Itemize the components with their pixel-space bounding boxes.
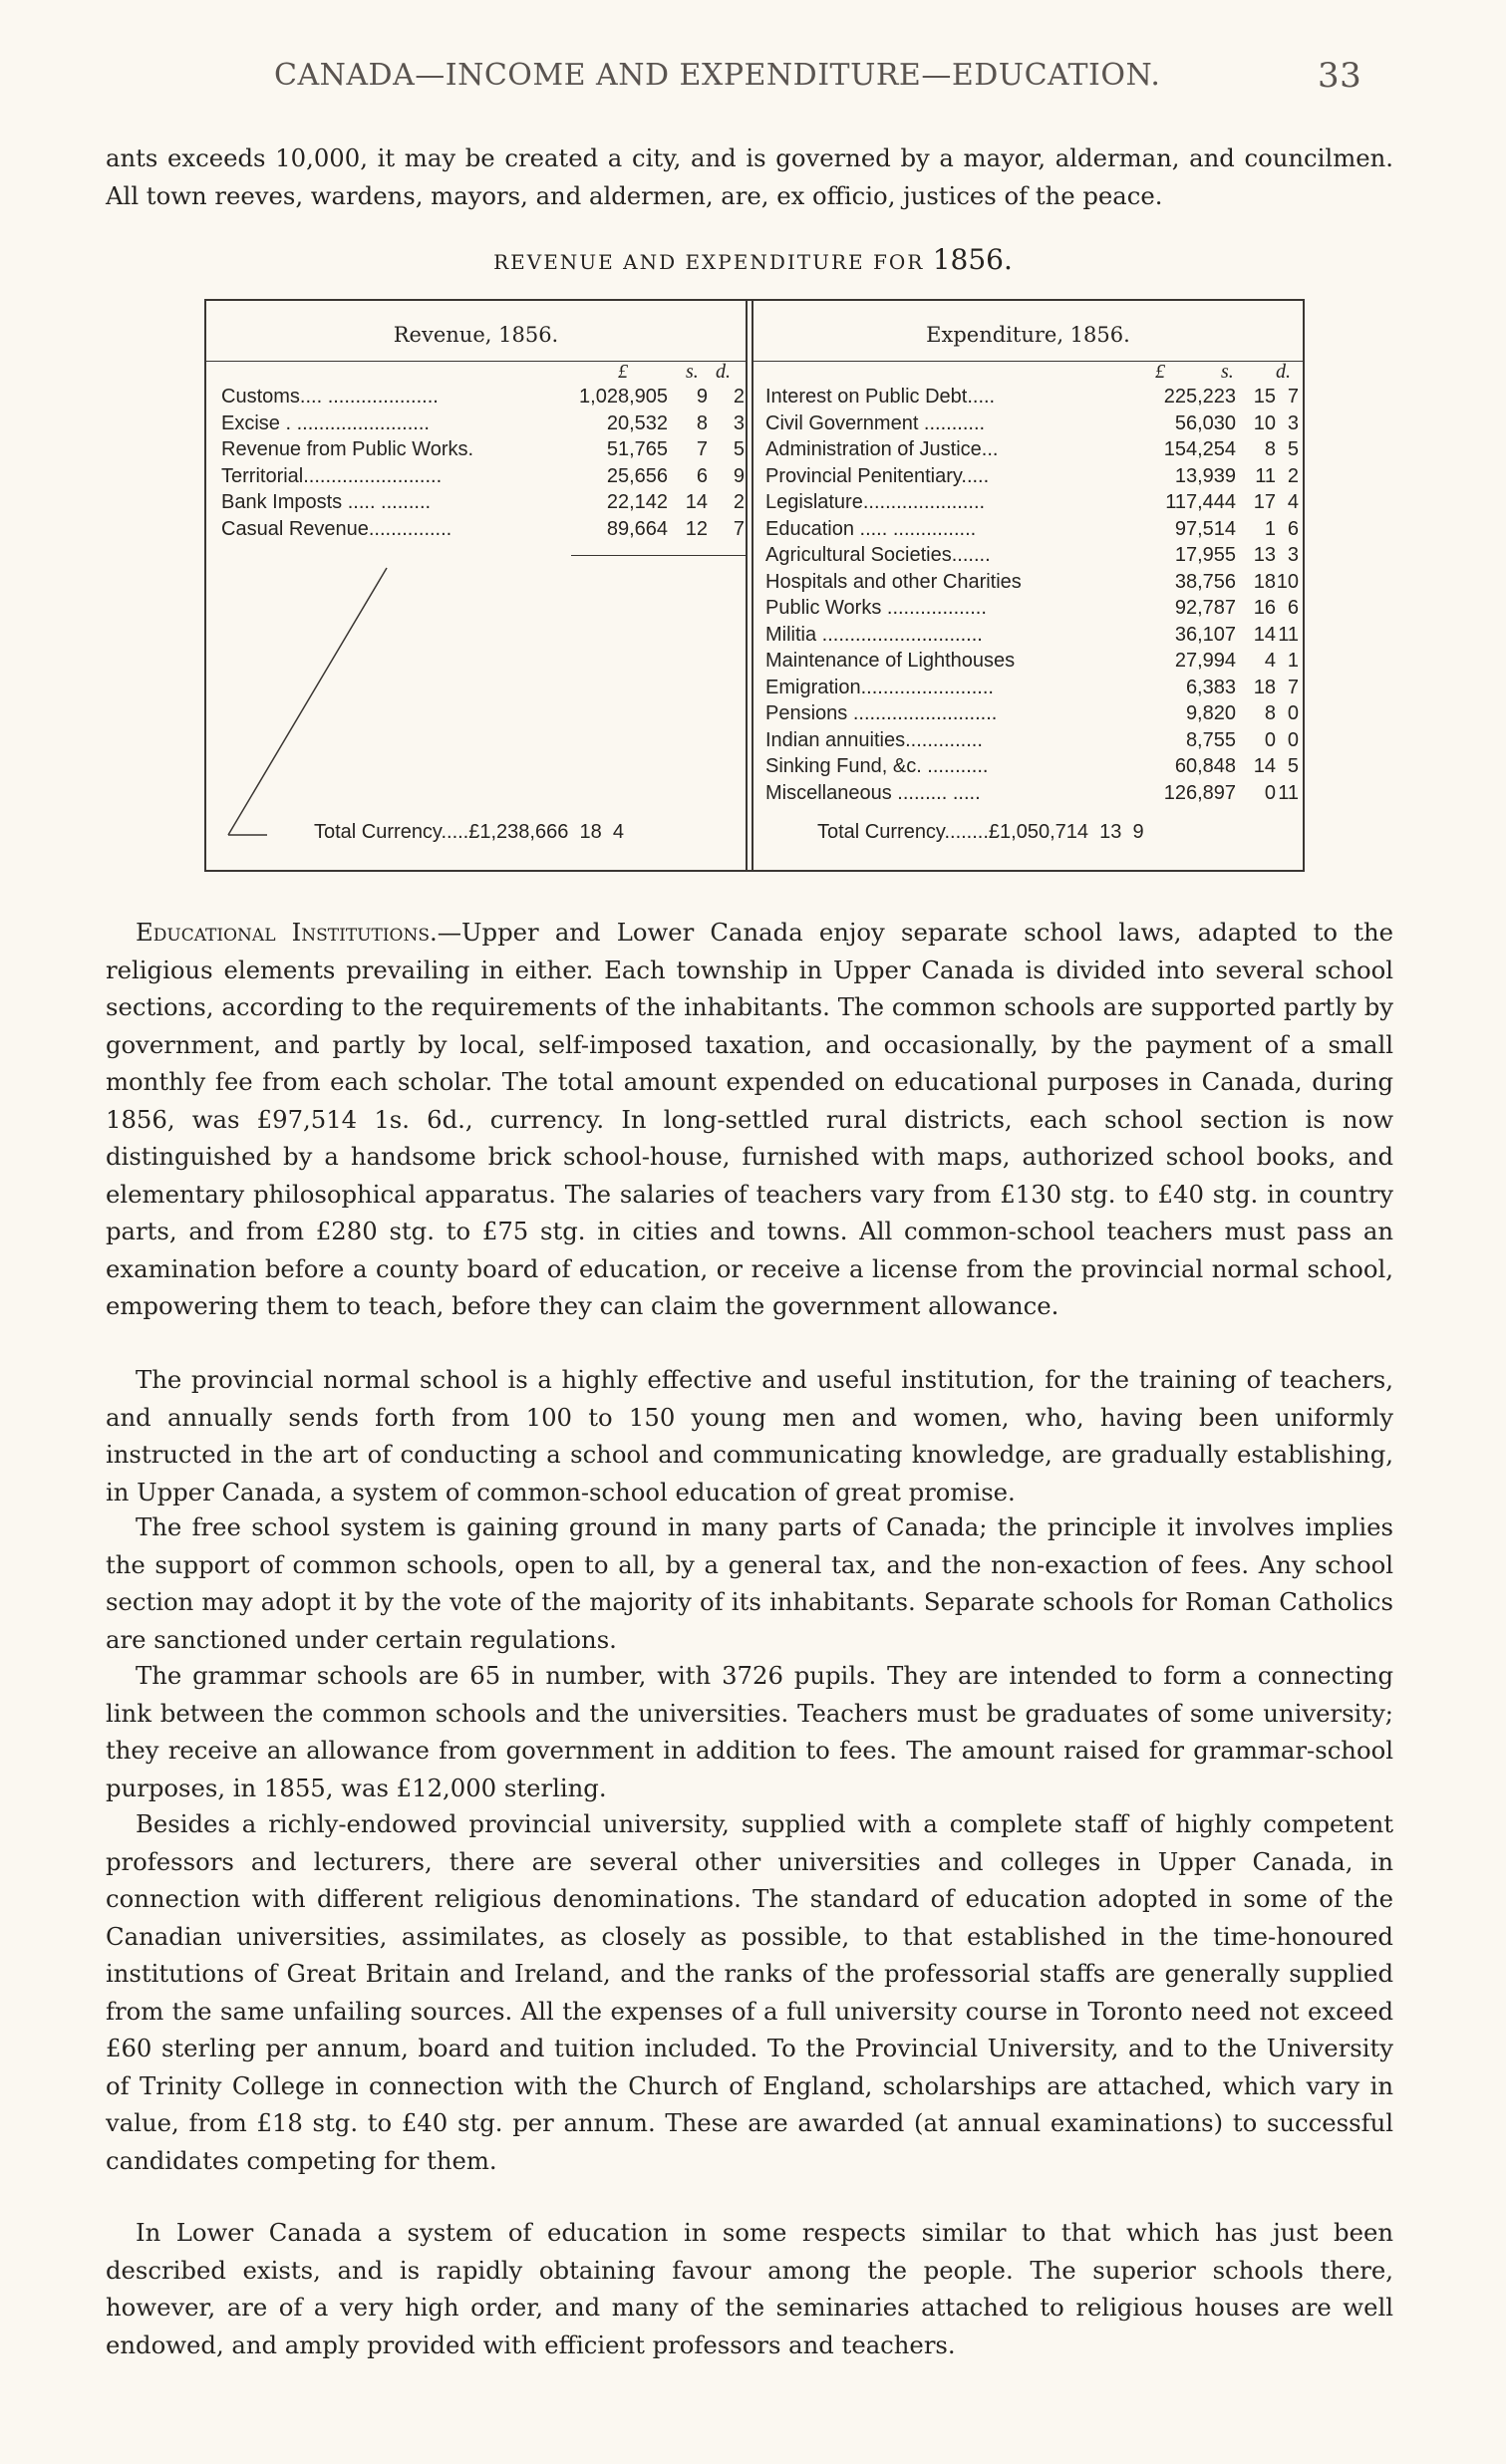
- row-shillings: 14: [685, 491, 708, 513]
- row-shillings: 8: [696, 411, 708, 434]
- row-pounds: 51,765: [606, 438, 668, 460]
- expenditure-heading: Expenditure, 1856.: [926, 323, 1130, 347]
- row-pence: 5: [1287, 755, 1299, 777]
- row-pence: 9: [733, 464, 745, 487]
- expenditure-rows: [765, 386, 1299, 808]
- row-label: Revenue from Public Works.: [221, 438, 474, 460]
- expenditure-unit-shilling: s.: [1221, 361, 1234, 383]
- table-row: [765, 702, 1299, 729]
- table-divider-right: [752, 299, 753, 872]
- table-row: [765, 650, 1299, 677]
- paragraph-lead: Educational Institutions.: [136, 918, 438, 947]
- row-pounds: 225,223: [1163, 386, 1236, 408]
- row-pounds: 92,787: [1174, 597, 1236, 619]
- paragraph-free-school: The free school system is gaining ground in many parts of Canada; the principle it involves implies the support of common schools, open to all, by a general tax, and the non-exaction of fees. Any school section may adopt it by the vote of the majority of its inhabitants. Separate schools for Roman Catholics are sanctioned under certain regulations.: [106, 1512, 1393, 1654]
- paragraph-educational-institutions: [106, 914, 1393, 1325]
- table-row: [765, 412, 1299, 439]
- row-shillings: 9: [696, 386, 708, 408]
- row-pence: 5: [1287, 438, 1299, 460]
- table-row: [765, 571, 1299, 598]
- row-pence: 3: [1287, 411, 1299, 434]
- running-header: [0, 54, 1506, 94]
- row-label: Education ..... ...............: [765, 517, 977, 540]
- expenditure-total-label: Total Currency........: [817, 821, 989, 843]
- row-label: Civil Government ...........: [765, 411, 986, 434]
- row-pence: 5: [733, 438, 745, 460]
- table-title: [0, 243, 1506, 276]
- row-pence: 2: [733, 386, 745, 408]
- row-label: Public Works ..................: [765, 597, 987, 619]
- expenditure-total-shillings: 13: [1099, 821, 1122, 843]
- paragraph-lower-canada: In Lower Canada a system of education in some respects similar to that which has just been described exists, and is rapidly obtaining favour among the people. The superior schools there, however, are of a very high order, and many of the seminaries attached to religious houses are well endowed, and amply provided with efficient professors and teachers.: [106, 2218, 1393, 2359]
- revenue-expenditure-table: [204, 299, 1305, 872]
- row-shillings: 7: [696, 438, 708, 460]
- row-label: Interest on Public Debt.....: [765, 386, 996, 408]
- row-pence: 2: [733, 491, 745, 513]
- table-row: [765, 465, 1299, 492]
- expenditure-unit-pence: d.: [1276, 361, 1291, 383]
- row-label: Militia .............................: [765, 623, 983, 646]
- row-label: Sinking Fund, &c. ...........: [765, 755, 989, 777]
- table-row: [765, 438, 1299, 465]
- row-label: Emigration........................: [765, 676, 994, 698]
- table-row: [765, 729, 1299, 756]
- row-pounds: 56,030: [1174, 411, 1236, 434]
- paragraph-normal-school: The provincial normal school is a highly effective and useful institution, for the training of teachers, and annually sends forth from 100 to 150 young men and women, who, having been uniformly instructed in the art of conducting a school and communicating knowledge, are gradually establishing, in Upper Canada, a system of common-school education of great promise.: [106, 1365, 1393, 1506]
- row-shillings: 8: [1264, 702, 1276, 724]
- row-pounds: 20,532: [606, 411, 668, 434]
- row-pence: 1: [1287, 650, 1299, 672]
- table-row: [765, 624, 1299, 651]
- intro-paragraph: ants exceeds 10,000, it may be created a city, and is governed by a mayor, alderman, and councilmen. All town reeves, wardens, mayors, and aldermen, are, ex officio, justices of the peace.: [106, 143, 1393, 210]
- revenue-unit-pound: £: [618, 361, 628, 383]
- row-pounds: 1,028,905: [579, 386, 668, 408]
- table-row: [765, 518, 1299, 545]
- row-label: Maintenance of Lighthouses: [765, 650, 1016, 672]
- row-pence: 11: [1278, 623, 1299, 646]
- row-shillings: 0: [1264, 728, 1276, 751]
- row-shillings: 12: [685, 517, 708, 540]
- row-pence: 3: [1287, 544, 1299, 566]
- row-label: Territorial.........................: [221, 464, 443, 487]
- row-shillings: 10: [1253, 411, 1276, 434]
- row-shillings: 14: [1253, 755, 1276, 777]
- row-shillings: 18: [1253, 570, 1276, 593]
- table-row: [765, 755, 1299, 782]
- row-pence: 6: [1287, 597, 1299, 619]
- revenue-heading: Revenue, 1856.: [393, 323, 559, 347]
- row-pence: 7: [733, 517, 745, 540]
- row-pence: 0: [1287, 728, 1299, 751]
- expenditure-total: [817, 821, 1144, 844]
- row-label: Bank Imposts ..... .........: [221, 491, 432, 513]
- table-title-text: REVENUE AND EXPENDITURE FOR: [493, 250, 925, 274]
- table-row: [765, 597, 1299, 624]
- row-pounds: 97,514: [1174, 517, 1236, 540]
- row-pounds: 117,444: [1165, 491, 1236, 513]
- revenue-unit-pence: d.: [716, 361, 731, 383]
- row-shillings: 17: [1253, 491, 1276, 513]
- row-shillings: 15: [1253, 386, 1276, 408]
- row-pence: 2: [1287, 464, 1299, 487]
- row-pounds: 36,107: [1174, 623, 1236, 646]
- row-pence: 4: [1287, 491, 1299, 513]
- row-label: Hospitals and other Charities: [765, 570, 1022, 593]
- row-shillings: 6: [696, 464, 708, 487]
- expenditure-total-pence: 9: [1132, 821, 1144, 843]
- paragraph-text: —Upper and Lower Canada enjoy separate school laws, adapted to the religious elements prevailing in either. Each township in Upper Canada is divided into several school sections, according to the requirements of the inhabitants. The common schools are supported partly by government, and partly by local, self-imposed taxation, and occasionally, by the payment of a small monthly fee from each scholar. The total amount expended on educational purposes in Canada, during 1856, was £97,514 1s. 6d., currency. In long-settled rural districts, each school section is now distinguished by a handsome brick school-house, furnished with maps, authorized school books, and elementary philosophical apparatus. The salaries of teachers vary from £130 stg. to £40 stg. in country parts, and from £280 stg. to £75 stg. in cities and towns. All common-school teachers must pass an examination before a county board of education, or receive a license from the provincial normal school, empowering them to teach, before they can claim the government allowance.: [106, 918, 1394, 1320]
- row-shillings: 0: [1264, 781, 1276, 804]
- row-pounds: 17,955: [1174, 544, 1236, 566]
- row-pounds: 22,142: [606, 491, 668, 513]
- row-shillings: 8: [1264, 438, 1276, 460]
- revenue-total-pence: 4: [612, 821, 624, 843]
- row-pounds: 27,994: [1174, 650, 1236, 672]
- page-number: 33: [1318, 56, 1362, 96]
- table-row: [765, 782, 1299, 809]
- row-label: Miscellaneous ......... .....: [765, 781, 981, 804]
- row-label: Excise . ........................: [221, 411, 430, 434]
- row-shillings: 18: [1253, 676, 1276, 698]
- row-label: Pensions ..........................: [765, 702, 998, 724]
- table-row: [765, 491, 1299, 518]
- row-shillings: 1: [1264, 517, 1276, 540]
- header-title: CANADA—INCOME AND EXPENDITURE—EDUCATION.: [274, 58, 1161, 93]
- row-shillings: 16: [1253, 597, 1276, 619]
- paragraph-universities: Besides a richly-endowed provincial university, supplied with a complete staff of highly competent professors and lecturers, there are several other universities and colleges in Upper Canada, in connection with different religious denominations. The standard of education adopted in some of the Canadian universities, assimilates, as closely as possible, to that established in the time-honoured institutions of Great Britain and Ireland, and the ranks of the professorial staffs are generally supplied from the same unfailing sources. All the expenses of a full university course in Toronto need not exceed £60 sterling per annum, board and tuition included. To the Provincial University, and to the University of Trinity College in connection with the Church of England, scholarships are attached, which vary in value, from £18 stg. to £40 stg. per annum. These are awarded (at annual examinations) to successful candidates competing for them.: [106, 1809, 1393, 2175]
- row-pounds: 38,756: [1174, 570, 1236, 593]
- row-pounds: 89,664: [606, 517, 668, 540]
- row-pounds: 9,820: [1185, 702, 1236, 724]
- row-label: Agricultural Societies.......: [765, 544, 991, 566]
- row-label: Legislature......................: [765, 491, 986, 513]
- row-shillings: 4: [1264, 650, 1276, 672]
- expenditure-unit-pound: £: [1155, 361, 1165, 383]
- row-pounds: 60,848: [1174, 755, 1236, 777]
- row-pence: 11: [1278, 781, 1299, 804]
- row-pence: 7: [1287, 386, 1299, 408]
- row-label: Casual Revenue...............: [221, 517, 452, 540]
- row-pence: 7: [1287, 676, 1299, 698]
- row-label: Customs.... ....................: [221, 386, 439, 408]
- row-pence: 6: [1287, 517, 1299, 540]
- table-row: [765, 677, 1299, 703]
- table-row: [765, 544, 1299, 571]
- row-shillings: 11: [1255, 464, 1276, 487]
- expenditure-total-pounds: £1,050,714: [988, 821, 1089, 843]
- table-title-year: 1856.: [932, 243, 1013, 276]
- revenue-total-label: Total Currency.....: [314, 821, 469, 843]
- revenue-total-pounds: £1,238,666: [468, 821, 569, 843]
- row-pence: 3: [733, 411, 745, 434]
- row-shillings: 14: [1253, 623, 1276, 646]
- row-pounds: 154,254: [1163, 438, 1236, 460]
- row-pounds: 25,656: [606, 464, 668, 487]
- revenue-total-shillings: 18: [579, 821, 602, 843]
- table-row: [765, 386, 1299, 412]
- row-pence: 0: [1287, 702, 1299, 724]
- row-pence: 10: [1276, 570, 1299, 593]
- row-pounds: 6,383: [1185, 676, 1236, 698]
- row-label: Indian annuities..............: [765, 728, 983, 751]
- revenue-diagonal-rule: [204, 299, 748, 872]
- revenue-unit-shilling: s.: [686, 361, 699, 383]
- row-pounds: 13,939: [1174, 464, 1236, 487]
- table-right-border: [1303, 299, 1305, 872]
- row-label: Provincial Penitentiary.....: [765, 464, 990, 487]
- row-pounds: 8,755: [1185, 728, 1236, 751]
- row-shillings: 13: [1253, 544, 1276, 566]
- row-pounds: 126,897: [1163, 781, 1236, 804]
- row-label: Administration of Justice...: [765, 438, 999, 460]
- revenue-total: [314, 821, 624, 844]
- paragraph-grammar-schools: The grammar schools are 65 in number, with 3726 pupils. They are intended to form a connecting link between the common schools and the universities. Teachers must be graduates of some university; they receive an allowance from government in addition to fees. The amount raised for grammar-school purposes, in 1855, was £12,000 sterling.: [106, 1661, 1393, 1802]
